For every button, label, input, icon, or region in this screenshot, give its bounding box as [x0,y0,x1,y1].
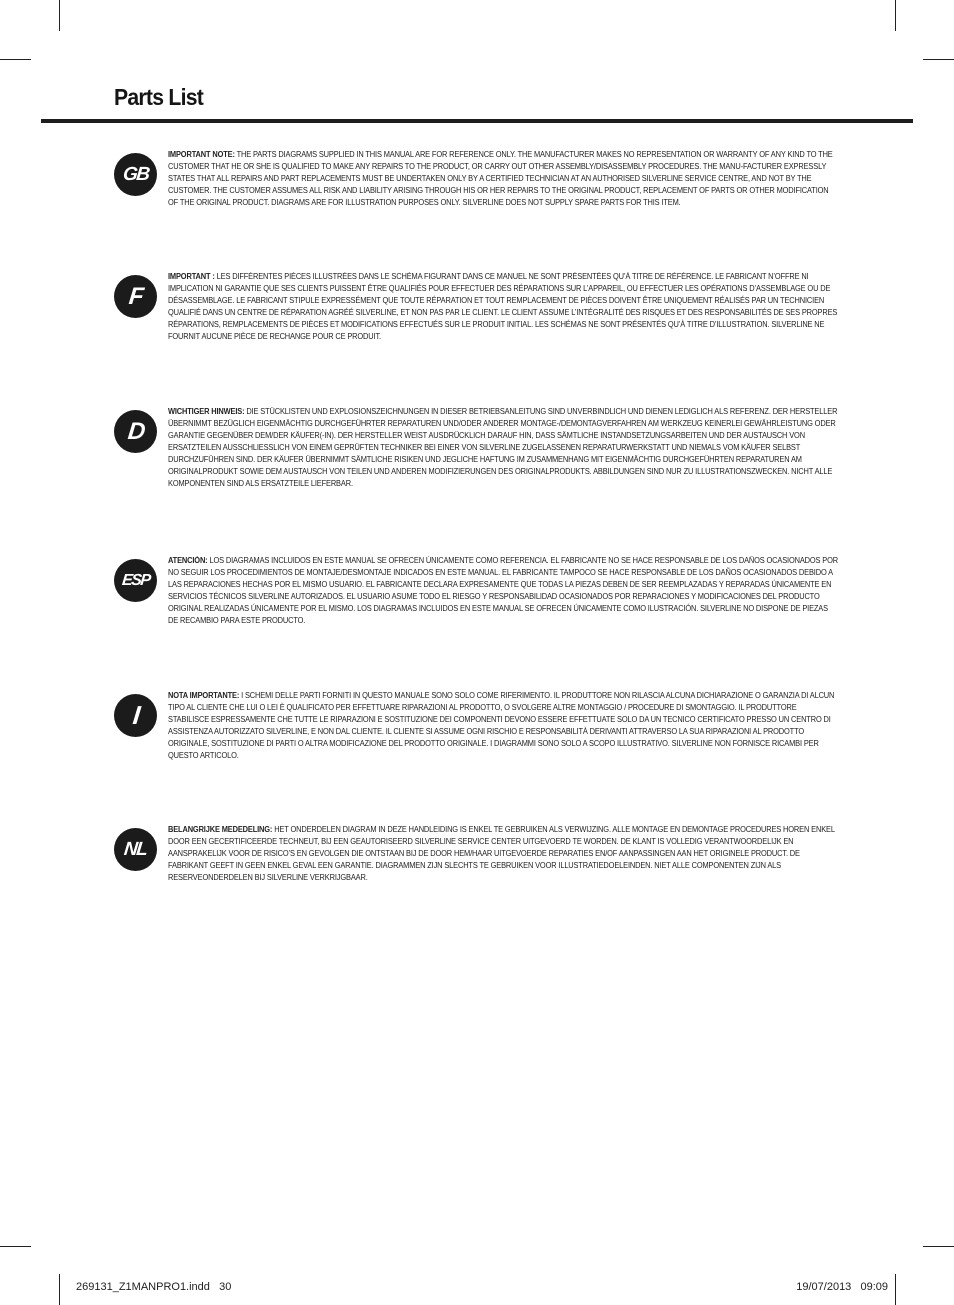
notice-lead: BELANGRIJKE MEDEDELING: [168,825,273,834]
notice-lead: WICHTIGER HINWEIS: [168,407,245,416]
notice-text-i [168,690,839,762]
crop-mark [923,1246,954,1247]
title-divider [41,119,913,123]
notice-text-gb [168,149,839,209]
language-badge-d: D [114,410,157,453]
crop-mark [0,59,31,60]
footer-file-info: 269131_Z1MANPRO1.indd 30 [76,1281,232,1293]
crop-mark [0,1246,31,1247]
notice-text-d [168,406,839,490]
notice-lead: ATENCIÓN: [168,556,208,565]
notice-text-f [168,271,839,343]
language-badge-esp: ESP [114,559,157,602]
notice-body: LOS DIAGRAMAS INCLUIDOS EN ESTE MANUAL SE OFRECEN ÚNICAMENTE COMO REFERENCIA. EL FABRICANTE NO SE HACE RESPONSABLE DE LOS DAÑOS OCASIONADOS POR NO SEGUIR LOS PROCEDIMIENTOS DE MONTAJE/DESMONTAJE INDICADOS EN ESTE MANUAL. EL FABRICANTE TAMPOCO SE HACE RESPONSABLE DE LOS DAÑOS OCASIONADOS DEBIDO A LAS REPARACIONES HECHAS POR EL MISMO USUARIO. EL FABRICANTE DECLARA EXPRESAMENTE QUE TODAS LA PIEZAS DEBEN DE SER REEMPLAZADAS Y REPARADAS ÚNICAMENTE EN SERVICIOS TÉCNICOS SILVERLINE AUTORIZADOS. EL USUARIO ASUME TODO EL RIESGO Y RESPONSABILIDAD OCASIONADOS POR REPARACIONES Y MODIFICACIONES DEL PRODUCTO ORIGINAL REALIZADAS ÚNICAMENTE POR EL MISMO. LOS DIAGRAMAS INCLUIDOS EN ESTE MANUAL SE OFRECEN ÚNICAMENTE COMO ILUSTRACIÓN. SILVERLINE NO DISPONE DE PIEZAS DE RECAMBIO PARA ESTE PRODUCTO. [168,556,839,625]
crop-mark [895,1274,896,1305]
language-badge-gb: GB [114,153,157,196]
notice-body: LES DIFFÉRENTES PIÈCES ILLUSTRÉES DANS LE SCHÉMA FIGURANT DANS CE MANUEL NE SONT PRÉSENTÉES QU’À TITRE DE RÉFÉRENCE. LE FABRICANT N’OFFRE NI IMPLICATION NI GARANTIE QUE SES CLIENTS PUISSENT ÊTRE QUALIFIÉS POUR EFFECTUER DES RÉPARATIONS SUR L’APPAREIL, OU EFFECTUER LES OPÉRATIONS D’ASSEMBLAGE OU DE DÉSASSEMBLAGE. LE FABRICANT STIPULE EXPRESSÉMENT QUE TOUTE RÉPARATION ET TOUT REMPLACEMENT DE PIÈCES DOIVENT ÊTRE UNIQUEMENT RÉALISÉS PAR UN TECHNICIEN QUALIFIÉ DANS UN CENTRE DE RÉPARATION AGRÉÉ SILVERLINE, ET NON PAS PAR LE CLIENT. LE CLIENT ASSUME L’INTÉGRALITÉ DES RISQUES ET DES RESPONSABILITÉS DE SES PROPRES RÉPARATIONS, REMPLACEMENTS DE PIÈCES ET MODIFICATIONS EFFECTUÉS SUR LE PRODUIT INITIAL. LES SCHÉMAS NE SONT PRÉSENTÉS QU’À TITRE D’ILLUSTRATION. SILVERLINE NE FOURNIT AUCUNE PIÈCE DE RECHANGE POUR CE PRODUIT. [168,272,838,341]
notice-text-nl [168,824,839,884]
notice-body: HET ONDERDELEN DIAGRAM IN DEZE HANDLEIDING IS ENKEL TE GEBRUIKEN ALS VERWIJZING. ALLE MONTAGE EN DEMONTAGE PROCEDURES HOREN ENKEL DOOR EEN GECERTIFICEERDE TECHNEUT, BIJ EEN GEAUTORISEERD SILVERLINE SERVICE CENTER UITGEVOERD TE WORDEN. DE KLANT IS VOLLEDIG VERANTWOORDELIJK EN AANSPRAKELIJK VOOR DE RISICO’S EN GEVOLGEN DIE ONTSTAAN BIJ DE DOOR HEM/HAAR UITGEVOERDE REPARATIES EN/OF AANPASSINGEN AAN HET ORIGINELE PRODUCT. DE FABRIKANT GEEFT IN GEEN ENKEL GEVAL EEN GARANTIE. DIAGRAMMEN ZIJN SLECHTS TE GEBRUIKEN VOOR ILLUSTRATIEDOELEINDEN. NIET ALLE COMPONENTEN ZIJN ALS RESERVEONDERDELEN BIJ SILVERLINE VERKRIJGBAAR. [168,825,835,882]
notice-lead: IMPORTANT NOTE: [168,150,235,159]
page-title: Parts List [114,84,204,110]
notice-text-esp [168,555,839,627]
notice-body: I SCHEMI DELLE PARTI FORNITI IN QUESTO MANUALE SONO SOLO COME RIFERIMENTO. IL PRODUTTORE NON RILASCIA ALCUNA DICHIARAZIONE O GARANZIA DI ALCUN TIPO AL CLIENTE CHE LUI O LEI È QUALIFICATO PER EFFETTUARE RIPARAZIONI AL PRODOTTO, O SVOLGERE ALTRE MONTAGGIO / PROCEDURE DI SMONTAGGIO. IL PRODUTTORE STABILISCE ESPRESSAMENTE CHE TUTTE LE RIPARAZIONI E SOSTITUZIONE DEI COMPONENTI DEVONO ESSERE EFFETTUATE SOLO DA UN TECNICO CERTIFICATO PRESSO UN CENTRO DI ASSISTENZA AUTORIZZATO SILVERLINE, E NON DAL CLIENTE. IL CLIENTE SI ASSUME OGNI RISCHIO E RESPONSABILITÀ DERIVANTI ATTRAVERSO LA SUA RIPARAZIONI AL PRODOTTO ORIGINALE, SOSTITUZIONE DI PARTI O ALTRA MODIFICAZIONE DEL PRODOTTO ORIGINALE. I DIAGRAMMI SONO SOLO A SCOPO ILLUSTRATIVO. SILVERLINE NON FORNISCE RICAMBI PER QUESTO ARTICOLO. [168,691,835,760]
notice-body: DIE STÜCKLISTEN UND EXPLOSIONSZEICHNUNGEN IN DIESER BETRIEBSANLEITUNG SIND UNVERBINDLICH UND DIENEN LEDIGLICH ALS REFERENZ. DER HERSTELLER ÜBERNIMMT BEZÜGLICH EIGENMÄCHTIG DURCHGEFÜHRTER REPARATUREN UND/ODER ANDERER MONTAGE-/DEMONTAGVERFAHREN AM WERKZEUG KEINERLEI GEWÄHRLEISTUNG ODER GARANTIE GEGENÜBER DEM/DER KÄUFER(-IN). DER HERSTELLER WEIST AUSDRÜCKLICH DARAUF HIN, DASS SÄMTLICHE INSTANDSETZUNGSARBEITEN UND DER AUSTAUSCH VON ERSATZTEILEN AUSSCHLIESSLICH VON EINEM GEPRÜFTEN TECHNIKER BEI EINER VON SILVERLINE ZUGELASSENEN REPARATURWERKSTATT UND NIEMALS VOM KÄUFER SELBST DURCHZUFÜHREN SIND. DER KÄUFER ÜBERNIMMT SÄMTLICHE RISIKEN UND JEGLICHE HAFTUNG IM ZUSAMMENHANG MIT EIGENMÄCHTIG DURCHGEFÜHRTEN REPARATUREN AM ORIGINALPRODUKT SOWIE DEM AUSTAUSCH VON TEILEN UND ANDEREN MODIFIZIERUNGEN DES ORIGINALPRODUKTS. ABBILDUNGEN SIND NUR ZU ILLUSTRATIONSZWECKEN. NICHT ALLE KOMPONENTEN SIND ALS ERSATZTEILE LIEFERBAR. [168,407,838,488]
notice-body: THE PARTS DIAGRAMS SUPPLIED IN THIS MANUAL ARE FOR REFERENCE ONLY. THE MANUFACTURER MAKES NO REPRESENTATION OR WARRANTY OF ANY KIND TO THE CUSTOMER THAT HE OR SHE IS QUALIFIED TO MAKE ANY REPAIRS TO THE PRODUCT, OR CARRY OUT OTHER ASSEMBLY/DISASSEMBLY PROCEDURES. THE MANU-FACTURER EXPRESSLY STATES THAT ALL REPAIRS AND PART REPLACEMENTS MUST BE UNDERTAKEN ONLY BY A CERTIFIED TECHNICIAN AT AN AUTHORISED SILVERLINE SERVICE CENTRE, AND NOT BY THE CUSTOMER. THE CUSTOMER ASSUMES ALL RISK AND LIABILITY ARISING THROUGH HIS OR HER REPAIRS TO THE ORIGINAL PRODUCT, REPLACEMENT OF PARTS OR OTHER MODIFICATION OF THE ORIGINAL PRODUCT. DIAGRAMS ARE FOR ILLUSTRATION PURPOSES ONLY. SILVERLINE DOES NOT SUPPLY SPARE PARTS FOR THIS ITEM. [168,150,833,207]
language-badge-f: F [114,275,157,318]
footer-datetime: 19/07/2013 09:09 [796,1281,888,1293]
crop-mark [923,59,954,60]
crop-mark [59,0,60,31]
crop-mark [59,1274,60,1305]
notice-lead: NOTA IMPORTANTE: [168,691,240,700]
crop-mark [895,0,896,31]
language-badge-nl: NL [114,828,157,871]
language-badge-i: I [114,694,157,737]
notice-lead: IMPORTANT : [168,272,215,281]
